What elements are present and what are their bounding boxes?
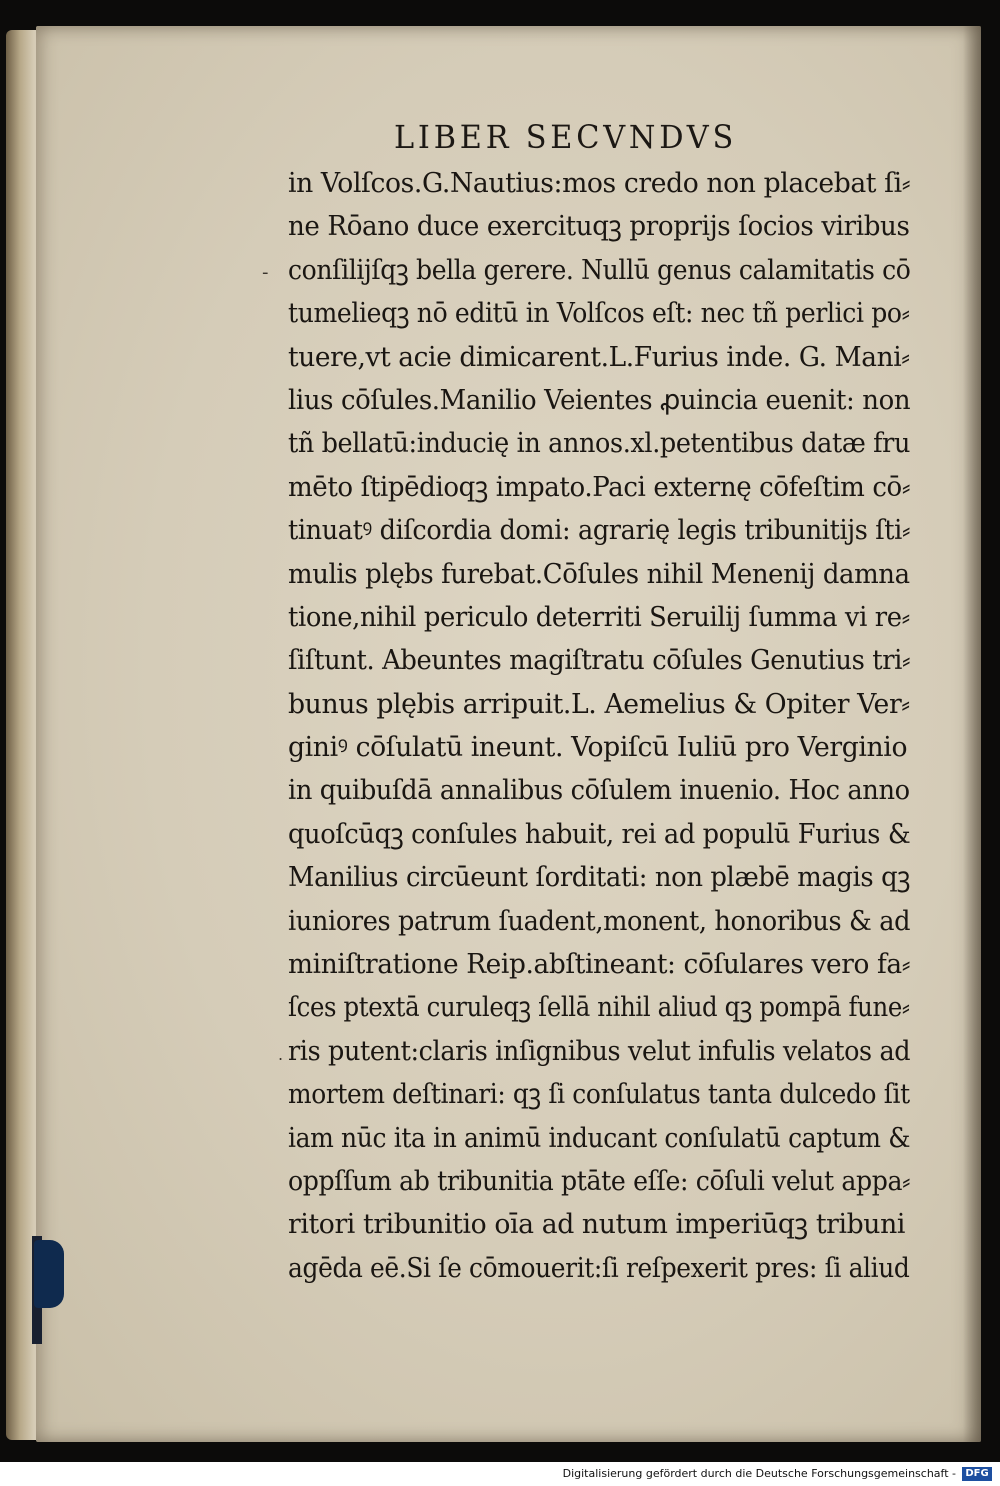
text-line: tione,nihil periculo deterriti Seruilij ſumma vi re⸗ (288, 601, 910, 633)
text-line: ſiſtunt. Abeuntes magiſtratu cōſules Genutius tri⸗ (288, 645, 911, 677)
text-line: mulis plębs furebat.Cōſules nihil Menenij damna (288, 558, 910, 590)
dfg-logo: DFG (962, 1467, 992, 1481)
text-line: ſces ptextā curuleqꝫ ſellā nihil aliud qꝫ pompā fune⸗ (288, 992, 910, 1024)
text-line: tumelieqꝫ nō editū in Volſcos eſt: nec tñ perlici po⸗ (288, 298, 910, 330)
margin-dot-mark: . (278, 1045, 284, 1064)
text-block (288, 162, 918, 1290)
page-gutter-shadow (963, 26, 981, 1442)
text-line: tñ bellatū:inducię in annos.xl.petentibus datæ fru (288, 428, 911, 460)
text-line: conſilijſqꝫ bella gerere. Nullū genus calamitatis cō (288, 254, 911, 286)
text-line: in quibuſdā annalibus cōſulem inuenio. Hoc anno (288, 775, 910, 807)
text-line: mortem deſtinari: qꝫ ſi conſulatus tanta dulcedo ſit (288, 1079, 910, 1111)
text-line: miniſtratione Reip.abſtineant: cōſulares vero fa⸗ (288, 949, 911, 981)
text-line: iam nūc ita in animū inducant conſulatū captum & (288, 1122, 911, 1154)
text-line: agēda eē.Si ſe cōmouerit:ſi reſpexerit pres: ſi aliud (288, 1252, 910, 1284)
footer-credit: Digitalisierung gefördert durch die Deutsche Forschungsgemeinschaft - (562, 1467, 956, 1480)
text-line: quoſcūqꝫ conſules habuit, rei ad populū Furius & (288, 818, 911, 850)
text-line: ritori tribunitio oīa ad nutum imperiūqꝫ tribuni (288, 1209, 905, 1241)
text-line: giniꝰ cōſulatū ineunt. Vopiſcū Iuliū pro Verginio (288, 732, 908, 764)
running-head: LIBER SECVNDVS (394, 118, 738, 156)
bookmark-tab (34, 1240, 64, 1308)
text-line: bunus plębis arripuit.L. Aemelius & Opiter Ver⸗ (288, 688, 910, 720)
text-line: ne Rōano duce exercituqꝫ proprijs ſocios viribus (288, 211, 910, 243)
text-line: in Volſcos.G.Nautius:mos credo non placebat ſi⸗ (288, 168, 911, 199)
footer-bar (0, 1462, 1000, 1486)
text-line: lius cōſules.Manilio Veientes ꝓuincia euenit: non (288, 384, 911, 416)
text-line: Manilius circūeunt ſorditati: non plæbē magis qꝫ (288, 862, 911, 894)
margin-dash-mark: - (262, 262, 269, 283)
text-line: mēto ſtipēdioqꝫ impato.Paci externę cōfeſtim cō⸗ (288, 471, 911, 503)
text-line: tinuatꝰ diſcordia domi: agrarię legis tribunitijs ſti⸗ (288, 515, 911, 547)
text-line: oppſſum ab tribunitia ptāte eſſe: cōſuli velut appa⸗ (288, 1165, 911, 1197)
text-line: ris putent:claris inſignibus velut infulis velatos ad (288, 1035, 911, 1067)
text-line: tuere,vt acie dimicarent.L.Furius inde. G. Mani⸗ (288, 341, 910, 373)
text-line: iuniores patrum ſuadent,monent, honoribus & ad (288, 905, 911, 937)
